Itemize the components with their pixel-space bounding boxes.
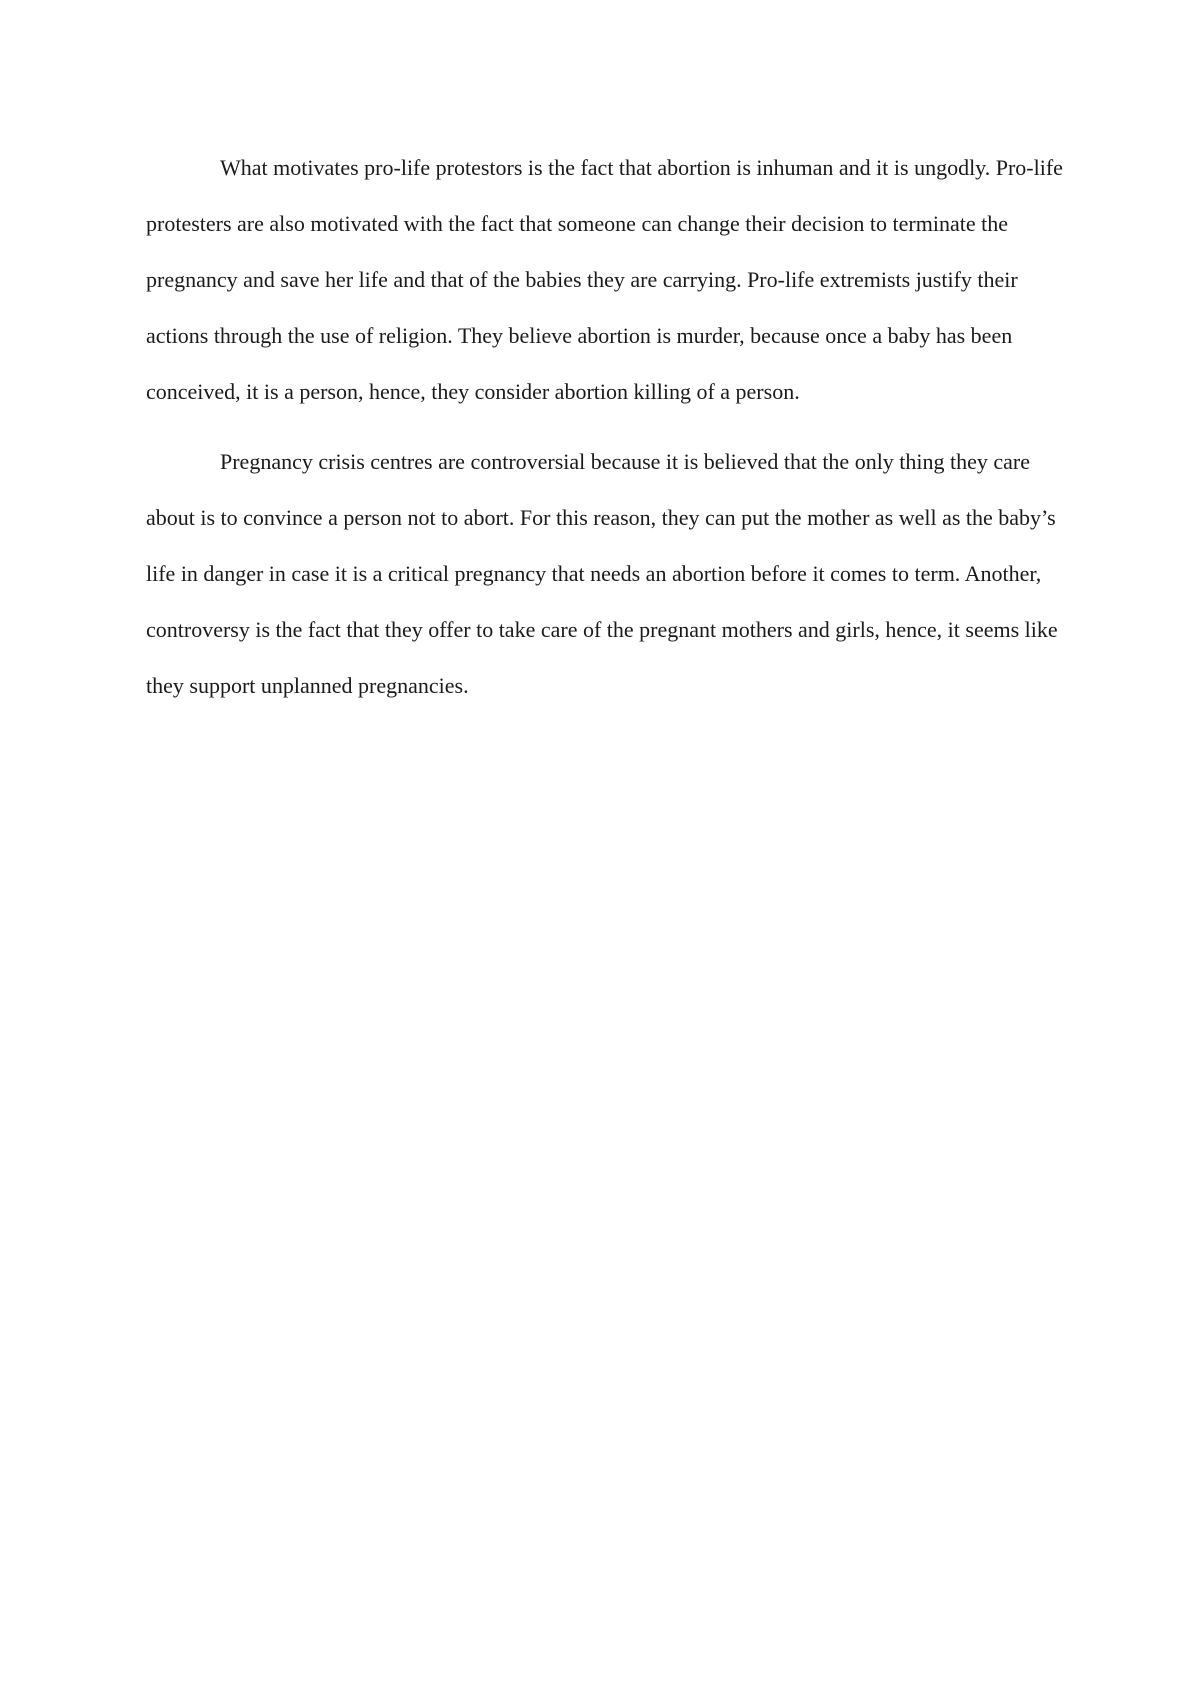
paragraph-1: What motivates pro-life protestors is the fact that abortion is inhuman and it is ungodly. Pro-life protesters are also motivated with the fact that someone can change their decision to terminate the pregnancy and save her life and that of the babies they are carrying. Pro-life extremists justify their actions through the use of religion. They believe abortion is murder, because once a baby has been conceived, it is a person, hence, they consider abortion killing of a person. — [146, 155, 1063, 404]
paragraph-2: Pregnancy crisis centres are controversial because it is believed that the only thing they care about is to convince a person not to abort. For this reason, they can put the mother as well as the baby’s life in danger in case it is a critical pregnancy that needs an abortion before it comes to term. Another, controversy is the fact that they offer to take care of the pregnant mothers and girls, hence, it seems like they support unplanned pregnancies. — [146, 449, 1058, 698]
document-body — [146, 140, 1066, 714]
